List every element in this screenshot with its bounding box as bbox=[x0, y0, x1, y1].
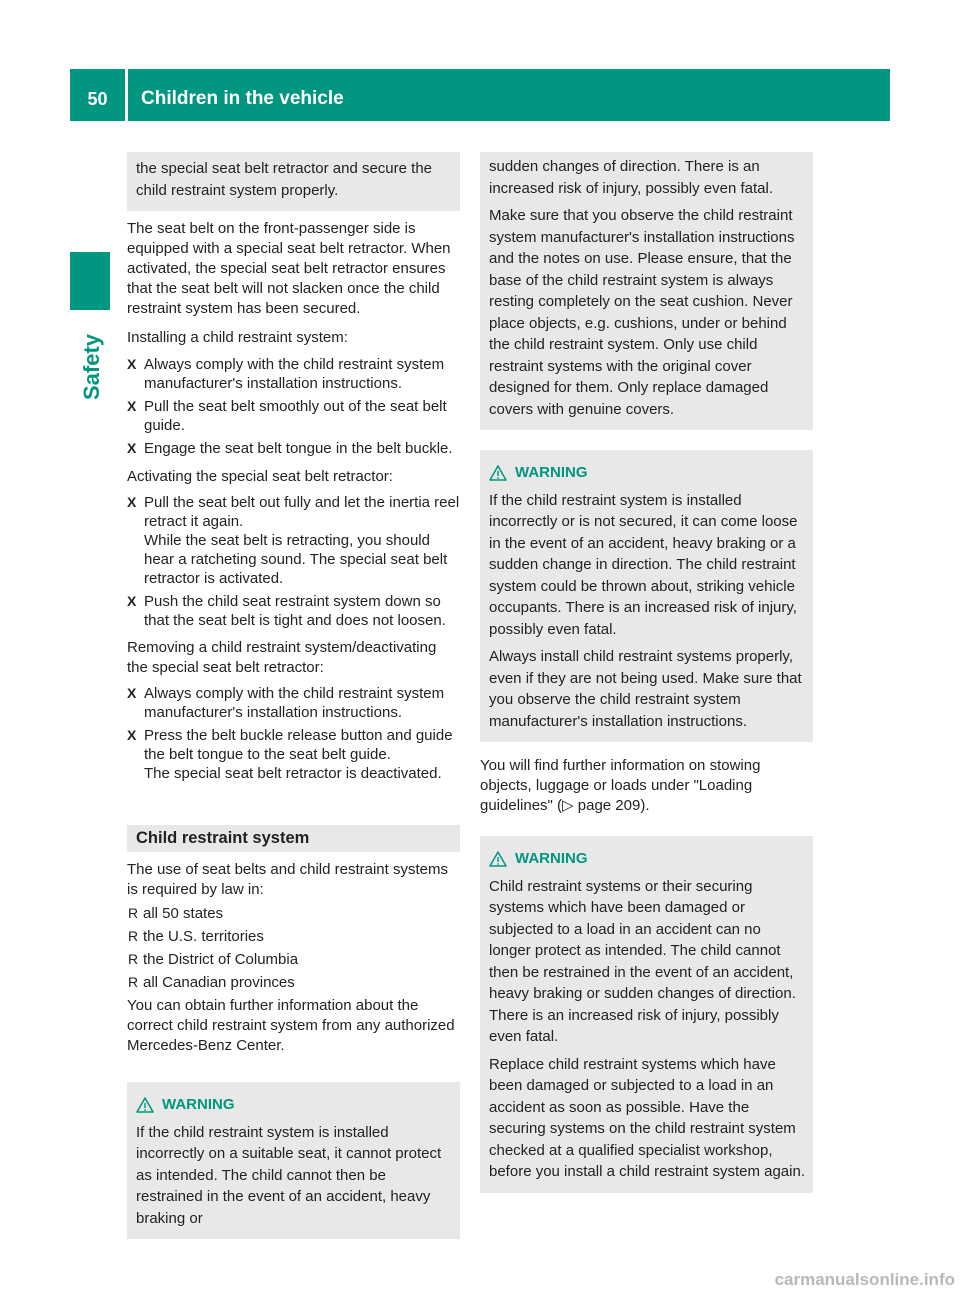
list-item: R the District of Columbia bbox=[128, 951, 299, 968]
warning-text: If the child restraint system is installed incorrectly or is not secured, it can come loose in the event of an accident, heavy braking or a sudden change in direction. The child restraint system could be thrown about, striking vehicle occupants. There is an increased risk of injury, possibly even fatal. bbox=[489, 491, 798, 638]
page-ref-arrow-icon: ▷ bbox=[562, 797, 574, 814]
page-reference-link[interactable]: page 209 bbox=[577, 797, 641, 814]
installing-label: Installing a child restraint system: bbox=[127, 329, 348, 346]
warning-text: Child restraint systems or their securing systems which have been damaged or subjected to a load in an accident can no longer protect as intended. The child cannot then be restrained in the event of an accident, heavy braking or sudden changes of direction. There is an increased risk of injury, possibly even fatal. bbox=[489, 877, 796, 1045]
continued-warning-box bbox=[127, 152, 460, 211]
section-heading: Child restraint system bbox=[127, 825, 460, 852]
step-item: X Pull the seat belt out fully and let the inertia reel retract it again. While the seat belt is retracting, you should hear a ratcheting sound. The special seat belt retractor is activated. bbox=[127, 494, 460, 587]
list-item: R the U.S. territories bbox=[128, 928, 264, 945]
r-bullet-icon: R bbox=[128, 905, 139, 921]
removing-label: Removing a child restraint system/deactivating the special seat belt retractor: bbox=[127, 639, 437, 676]
warning-title: WARNING bbox=[489, 848, 805, 870]
arrow-x-icon: X bbox=[127, 439, 137, 456]
warning-text: Make sure that you observe the child restraint system manufacturer's installation instructions and the notes on use. Please ensure, that the base of the child restraint system is always resting completely on the seat cushion. Never place objects, e.g. cushions, under or behind the child restraint system. Only use child restraint systems with the original cover designed for them. Only replace damaged covers with genuine covers. bbox=[489, 207, 795, 418]
step-note: The special seat belt retractor is deactivated. bbox=[144, 765, 442, 782]
r-bullet-icon: R bbox=[128, 951, 139, 967]
right-column bbox=[480, 152, 813, 1193]
header-separator bbox=[125, 69, 128, 121]
warning-title: WARNING bbox=[136, 1094, 452, 1116]
warning-text: Replace child restraint systems which have been damaged or subjected to a load in an accident as soon as possible. Have the securing systems on the child restraint system checked at a qualified specialist workshop, before you install a child restraint system again. bbox=[489, 1055, 805, 1180]
warning-triangle-icon bbox=[489, 851, 507, 867]
step-item: X Press the belt buckle release button and guide the belt tongue to the seat belt guide. The special seat belt retractor is deactivated. bbox=[127, 727, 453, 782]
step-item: X Pull the seat belt smoothly out of the seat belt guide. bbox=[127, 397, 447, 434]
step-note: While the seat belt is retracting, you should hear a ratcheting sound. The special seat belt retractor is activated. bbox=[144, 532, 448, 587]
arrow-x-icon: X bbox=[127, 355, 137, 372]
arrow-x-icon: X bbox=[127, 685, 137, 701]
section-marker bbox=[70, 252, 110, 310]
step-item: X Always comply with the child restraint system manufacturer's installation instructions. bbox=[127, 685, 445, 721]
chapter-title: Children in the vehicle bbox=[141, 88, 344, 109]
warning-box bbox=[480, 836, 813, 1193]
arrow-x-icon: X bbox=[127, 593, 137, 609]
info-paragraph: You will find further information on stowing objects, luggage or loads under "Loading guidelines" (▷ page 209). bbox=[480, 757, 761, 814]
page-number: 50 bbox=[87, 89, 108, 109]
r-bullet-icon: R bbox=[128, 974, 139, 990]
warning-box bbox=[480, 450, 813, 742]
continued-text: the special seat belt retractor and secure the child restraint system properly. bbox=[136, 160, 433, 199]
step-item: X Push the child seat restraint system down so that the seat belt is tight and does not loosen. bbox=[127, 593, 446, 629]
watermark: carmanualsonline.info bbox=[774, 1270, 955, 1289]
intro-paragraph: The seat belt on the front-passenger side is equipped with a special seat belt retractor. When activated, the special seat belt retractor ensures that the seat belt will not slacken once the child restraint system has been secured. bbox=[127, 220, 451, 317]
continued-warning-box bbox=[480, 152, 813, 430]
step-item: X Engage the seat belt tongue in the belt buckle. bbox=[127, 439, 453, 457]
arrow-x-icon: X bbox=[127, 397, 137, 414]
activating-label: Activating the special seat belt retractor: bbox=[127, 467, 393, 485]
warning-box bbox=[127, 1082, 460, 1239]
section-label: Safety bbox=[79, 333, 104, 400]
r-bullet-icon: R bbox=[128, 928, 139, 944]
law-outro: You can obtain further information about the correct child restraint system from any authorized Mercedes-Benz Center. bbox=[127, 997, 455, 1054]
arrow-x-icon: X bbox=[127, 727, 137, 743]
list-item: R all Canadian provinces bbox=[128, 974, 295, 991]
warning-text: If the child restraint system is installed incorrectly on a suitable seat, it cannot protect as intended. The child cannot then be restrained in the event of an accident, heavy braking or bbox=[136, 1123, 442, 1227]
warning-text: sudden changes of direction. There is an increased risk of injury, possibly even fatal. bbox=[489, 158, 774, 197]
warning-triangle-icon bbox=[136, 1097, 154, 1113]
header-bar bbox=[70, 69, 890, 121]
step-item: X Always comply with the child restraint system manufacturer's installation instructions. bbox=[127, 355, 445, 392]
left-column bbox=[127, 152, 460, 1239]
law-intro: The use of seat belts and child restraint systems is required by law in: bbox=[127, 861, 448, 898]
warning-triangle-icon bbox=[489, 465, 507, 481]
list-item: R all 50 states bbox=[128, 905, 224, 922]
arrow-x-icon: X bbox=[127, 494, 137, 510]
warning-text: Always install child restraint systems properly, even if they are not being used. Make sure that you observe the child restraint system manufacturer's installation instructions. bbox=[489, 648, 802, 730]
warning-title: WARNING bbox=[489, 462, 805, 484]
